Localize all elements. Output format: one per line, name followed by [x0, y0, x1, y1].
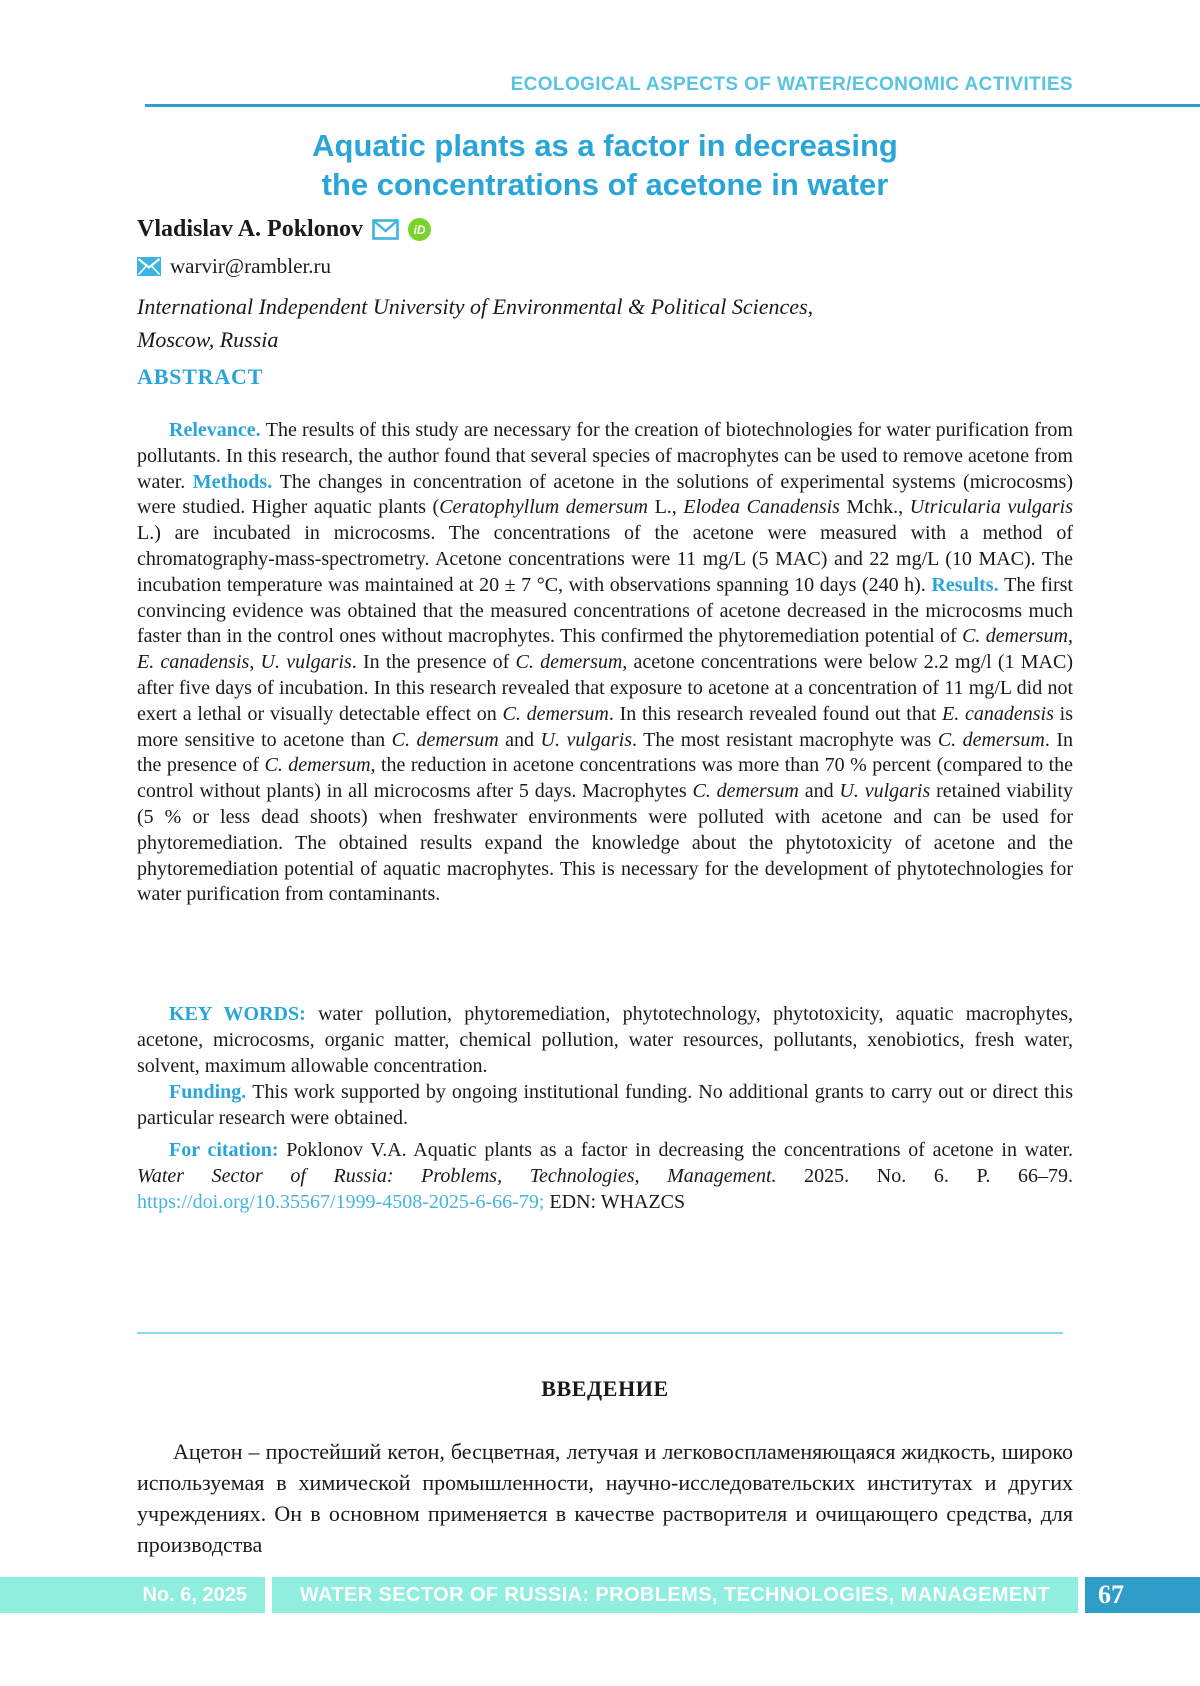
italic-text: Elodea Canadensis	[683, 496, 840, 519]
section-kicker: ECOLOGICAL ASPECTS OF WATER/ECONOMIC ACTIVITIES	[510, 74, 1073, 95]
abstract-heading: ABSTRACT	[137, 364, 264, 389]
footer-bar	[0, 1577, 1200, 1613]
text-segment: and	[798, 780, 840, 803]
italic-text: E. canadensis	[137, 651, 250, 674]
author-name: Vladislav A. Poklonov	[137, 216, 364, 242]
italic-text: C. demersum	[692, 780, 799, 803]
orcid-icon[interactable]: iD	[408, 218, 431, 241]
mail-icon[interactable]	[372, 219, 399, 240]
text-segment: . The most resistant macrophyte was	[632, 728, 938, 751]
italic-text: Ceratophyllum demersum	[439, 496, 648, 519]
text-segment: ,	[249, 651, 261, 674]
author-block	[137, 216, 1073, 356]
introduction-heading: ВВЕДЕНИЕ	[541, 1376, 669, 1401]
footer-issue: No. 6, 2025	[0, 1577, 265, 1613]
italic-text: C. demersum	[264, 754, 371, 777]
introduction-paragraph: Ацетон – простейший кетон, бесцветная, летучая и легковоспламеняющаяся жидкость, широко используемая в химической промышленности, научно-исследовательских институтах и других учреждениях. Он в основном применяется в качестве растворителя и очищающего средства, для производства	[137, 1439, 1073, 1557]
footer-page-number: 67	[1085, 1577, 1200, 1613]
text-segment: water pollution, phytoremediation, phytotechnology, phytotoxicity, aquatic macrophytes, acetone, microcosms, organic matter, chemical pollution, water resources, pollutants, xenobiotics, fresh water, solvent, maximum allowable concentration.	[137, 1003, 1073, 1077]
keywords-label: KEY WORDS:	[169, 1003, 319, 1025]
italic-text: C. demersum	[937, 728, 1045, 751]
text-segment: This work supported by ongoing institutional funding. No additional grants to carry out or direct this particular research were obtained.	[137, 1081, 1073, 1129]
funding-label: Funding.	[169, 1081, 253, 1103]
italic-text: C. demersum	[515, 651, 623, 674]
italic-text: U. vulgaris	[260, 651, 352, 674]
for-citation-label: For citation:	[169, 1139, 287, 1161]
header-rule	[145, 104, 1200, 107]
email-row	[137, 254, 1073, 279]
citation-paragraph	[137, 1138, 1073, 1215]
text-segment: L.) are incubated in microcosms. The concentrations of the acetone were measured with a method of chromatography-mass-spectrometry. Acetone concentrations were 11 mg/L (5 MAC) and 22 mg/L (10 MAC). The incubation temperature was maintained at 20 ± 7 °C, with observations spanning 10 days (240 h).	[137, 522, 1073, 596]
italic-text: U. vulgaris	[839, 780, 931, 803]
italic-text: C. demersum	[502, 702, 609, 725]
text-segment: . In the presence of	[137, 728, 1074, 777]
text-segment: The results of this study are necessary for the creation of biotechnologies for water purification from pollutants. In this research, the author found that several species of macrophytes can be used to remove acetone from water.	[137, 419, 1073, 493]
text-segment: . In the presence of	[351, 651, 516, 674]
results-label: Results.	[931, 573, 1005, 596]
funding-paragraph	[137, 1080, 1073, 1132]
text-segment: retained viability (5 % or less dead shoots) when freshwater environments were polluted with acetone and can be used for phytoremediation. The obtained results expand the knowledge about the phytotoxicity of acetone and the phytoremediation potential of aquatic macrophytes. This is necessary for the development of phytotechnologies for water purification from contaminants.	[137, 780, 1074, 906]
italic-text: C. demersum	[391, 728, 499, 751]
abstract-paragraph	[137, 418, 1073, 908]
text-segment: , the reduction in acetone concentrations was more than 70 % percent (compared to the control without plants) in all microcosms after 5 days. Macrophytes	[137, 754, 1074, 803]
doi-link[interactable]: https://doi.org/10.35567/1999-4508-2025-6-66-79;	[137, 1190, 545, 1213]
text-segment: and	[498, 728, 541, 751]
title-line-1: Aquatic plants as a factor in decreasing	[312, 128, 898, 163]
footer-divider	[265, 1577, 272, 1613]
italic-text: U. vulgaris	[540, 728, 633, 751]
relevance-label: Relevance.	[169, 419, 266, 441]
keywords-paragraph	[137, 1002, 1073, 1079]
italic-text: Utricularia vulgaris	[909, 496, 1074, 519]
email-address[interactable]: warvir@rambler.ru	[170, 254, 332, 278]
affiliation	[137, 290, 1073, 356]
text-segment: EDN: WHAZCS	[544, 1190, 686, 1213]
italic-text: E. canadensis	[942, 702, 1054, 725]
text-segment: , acetone concentrations were below 2.2 mg/l (1 MAC) after five days of incubation. In this research revealed that exposure to acetone at a concentration of 11 mg/L did not exert a lethal or visually detectable effect on	[137, 651, 1073, 725]
italic-text: Water Sector of Russia: Problems, Technologies, Management.	[137, 1164, 777, 1187]
author-line	[137, 216, 1073, 243]
text-segment: is more sensitive to acetone than	[137, 702, 1074, 751]
text-segment: The changes in concentration of acetone in the solutions of experimental systems (microcosms) were studied. Higher aquatic plants (	[137, 470, 1073, 519]
text-segment: The first convincing evidence was obtained that the measured concentrations of acetone decreased in the microcosms much faster than in the control ones without macrophytes. This confirmed the phytoremediation potential of	[137, 573, 1073, 648]
text-segment: . In this research revealed found out that	[608, 702, 943, 725]
footer-divider	[1078, 1577, 1085, 1613]
text-segment: L.,	[648, 496, 684, 519]
affiliation-line-1: International Independent University of Environmental & Political Sciences,	[137, 294, 814, 319]
italic-text: C. demersum	[962, 625, 1069, 648]
title-line-2: the concentrations of acetone in water	[321, 167, 889, 202]
text-segment: Poklonov V.A. Aquatic plants as a factor in decreasing the concentrations of acetone in water.	[286, 1139, 1073, 1161]
mail-icon[interactable]	[137, 257, 161, 276]
footer-journal-title: WATER SECTOR OF RUSSIA: PROBLEMS, TECHNOLOGIES, MANAGEMENT	[272, 1577, 1078, 1613]
text-segment: ,	[1068, 625, 1074, 648]
text-segment: Mchk.,	[839, 496, 910, 519]
methods-label: Methods.	[192, 470, 280, 493]
section-divider	[137, 1332, 1063, 1334]
page-title	[137, 126, 1073, 204]
text-segment: 2025. No. 6. P. 66–79.	[776, 1164, 1073, 1187]
affiliation-line-2: Moscow, Russia	[137, 327, 279, 352]
